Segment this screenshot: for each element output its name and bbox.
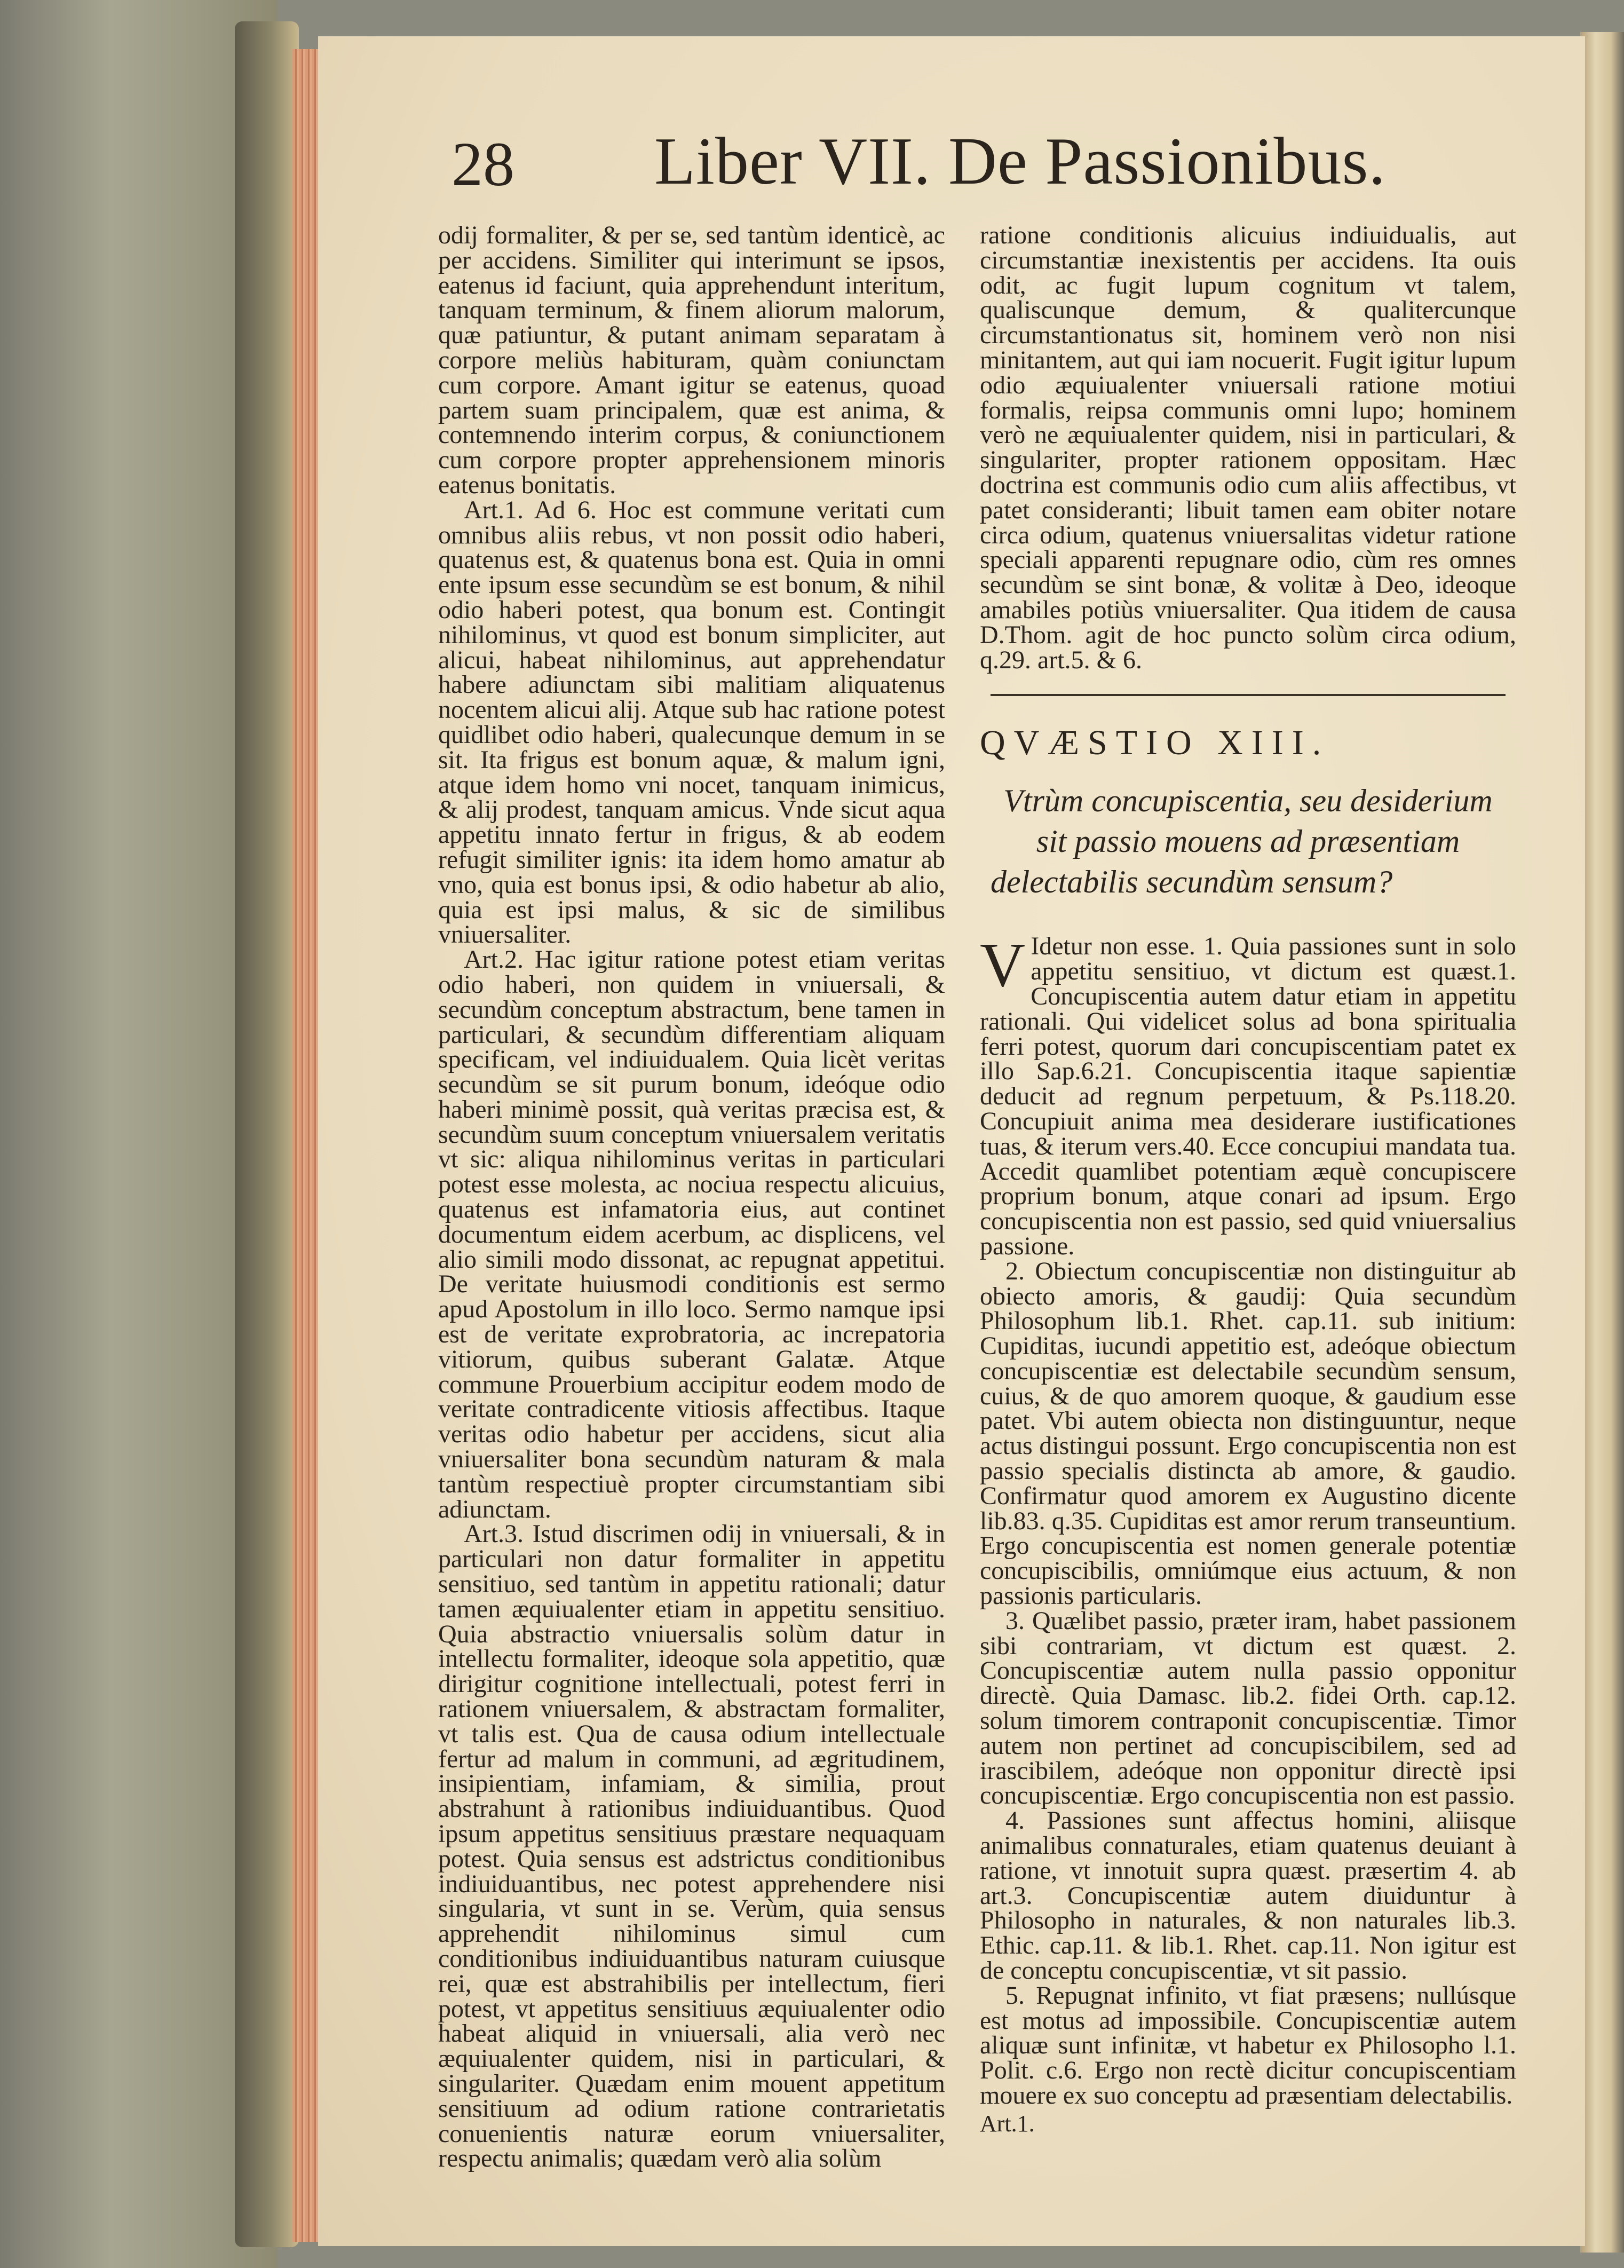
- paragraph: 2. Obiectum concupiscentiæ non distinguitur ab obiecto amoris, & gaudij: Quia secundùm Philosophum lib.1. Rhet. cap.11. sub initium: Cupiditas, iucundi appetitio est, adeóque obiectum concupiscentiæ est delectabile secundùm sensum, cuius, & de quo amorem quoque, & gaudium esse patet. Vbi autem obiecta non distinguuntur, neque actus distingui possunt. Ergo concupiscentia non est passio specialis distincta ab amore, & gaudio. Confirmatur quod amorem ex Augustino dicente lib.83. q.35. Cupiditas est amor rerum transeuntium. Ergo concupiscentia est nomen generale potentiæ concupiscibilis, omniúmque eius actuum, & non passionis particularis.: [980, 1257, 1516, 1610]
- book-page: [318, 36, 1585, 2246]
- page-number: 28: [451, 129, 514, 199]
- paragraph: 4. Passiones sunt affectus homini, aliisque animalibus connaturales, etiam quatenus deuiant à ratione, vt innotuit supra quæst. præsertim 4. ab art.3. Concupiscentiæ autem diuiduntur à Philosopho in naturales, & non naturales lib.3. Ethic. cap.11. & lib.1. Rhet. cap.11. Non igitur est de conceptu concupiscentiæ, vt sit passio.: [980, 1806, 1516, 1985]
- question-title: Vtrùm concupiscentia, seu desiderium sit passio mouens ad præsentiam delectabilis secundùm sensum?: [991, 783, 1493, 900]
- paragraph: Art.3. Istud discrimen odij in vniuersali, & in particulari non datur formaliter in appetitu sensitiuo, sed tantùm in appetitu rationali; datur tamen æquiualenter etiam in appetitu sensitiuo. Quia abstractio vniuersalis solùm datur in intellectu formaliter, ideoque sola appetitio, quæ dirigitur cognitione intellectuali, potest ferri in rationem vniuersalem, & abstractam formaliter, vt talis est. Qua de causa odium intellectuale fertur ad malum in communi, ad ægritudinem, insipientiam, infamiam, & similia, prout abstrahunt à rationibus indiuiduantibus. Quod ipsum appetitus sensitiuus præstare nequaquam potest. Quia sensus est adstrictus conditionibus indiuiduantibus, nec potest apprehendere nisi singularia, vt sunt in se. Verùm, quia sensus apprehendit nihilominus simul cum conditionibus indiuiduantibus naturam cuiusque rei, quæ est abstrahibilis per intellectum, fieri potest, vt appetitus sensitiuus æquiualenter odio habeat aliquid in vniuersali, alia verò nec æquiualenter quidem, nisi in particulari, & singulariter. Quædam enim mouent appetitum sensitiuum ad odium ratione contrarietatis conuenientis naturæ eorum vniuersaliter, respectu animalis; quædam verò alia solùm: [438, 1520, 945, 2173]
- book-fore-edge: [1580, 32, 1624, 2253]
- paragraph: ratione conditionis alicuius indiuidualis, aut circumstantiæ inexistentis per accidens. Ita ouis odit, ac fugit lupum cognitum vt talem, qualiscunque demum, & qualitercunque circumstantionatus sit, hominem verò non nisi minitantem, aut qui iam nocuerit. Fugit igitur lupum odio æquiualenter vniuersali ratione motiui formalis, reipsa communis omni lupo; hominem verò ne æquiualenter quidem, nisi in particulari, & singulariter, propter rationem oppositam. Hæc doctrina est communis odio cum aliis affectibus, vt patet consideranti; libuit tamen eam obiter notare circa odium, quatenus vniuersalitas videtur ratione speciali apparenti repugnare odio, cùm res omnes secundùm se sint bonæ, & volitæ à Deo, ideoque amabiles potiùs vniuersaliter. Qua itidem de causa D.Thom. agit de hoc puncto solùm circa odium, q.29. art.5. & 6.: [980, 221, 1516, 674]
- section-divider: [991, 694, 1506, 696]
- drop-cap: V: [980, 930, 1026, 1000]
- running-title: Liber VII. De Passionibus.: [654, 124, 1387, 199]
- page-header: [451, 116, 1465, 223]
- page-edges: [292, 49, 318, 2242]
- book-spine-shadow: [235, 21, 299, 2247]
- right-column: [980, 223, 1516, 2137]
- left-column: [438, 223, 945, 2171]
- first-paragraph: [980, 930, 1516, 1260]
- paragraph: 3. Quælibet passio, præter iram, habet passionem sibi contrariam, vt dictum est quæst. 2. Concupiscentiæ autem nulla passio opponitur directè. Quia Damasc. lib.2. fidei Orth. cap.12. solum timorem contraponit concupiscentiæ. Timor autem non pertinet ad concupiscibilem, sed ad irascibilem, adeóque non opponitur directè ipsi concupiscentiæ. Ergo concupiscentia non est passio.: [980, 1606, 1516, 1810]
- question-heading: QVÆSTIO XIII.: [980, 723, 1330, 763]
- first-paragraph-text: Idetur non esse. 1. Quia passiones sunt in solo appetitu sensitiuo, vt dictum est quæst.1. Concupiscentia autem datur etiam in appetitu rationali. Qui videlicet solus ad bona spiritualia ferri potest, quorum dari concupiscentiam patet ex illo Sap.6.21. Concupiscentia itaque sapientiæ deducit ad regnum perpetuum, & Ps.118.20. Concupiuit anima mea desiderare iustificationes tuas, & iterum vers.40. Ecce concupiui mandata tua. Accedit quamlibet potentiam æquè concupiscere proprium bonum, atque conari ad ipsum. Ergo concupiscentia non est passio, sed quid vniuersalius passione.: [980, 932, 1516, 1260]
- paragraph: 5. Repugnat infinito, vt fiat præsens; nullúsque est motus ad impossibile. Concupiscentiæ autem aliquæ sunt infinitæ, vt habetur ex Philosopho l.1. Polit. c.6. Ergo non rectè dicitur concupiscentiam mouere ex suo conceptu ad præsentiam delectabilis.: [980, 1981, 1516, 2109]
- catchword: Art.1.: [980, 2110, 1035, 2137]
- paragraph: odij formaliter, & per se, sed tantùm identicè, ac per accidens. Similiter qui interimunt se ipsos, eatenus id faciunt, quia apprehendunt interitum, tanquam terminum, & finem aliorum malorum, quæ patiuntur, & putant animam separatam à corpore meliùs habituram, quàm coniunctam cum corpore. Amant igitur se eatenus, quoad partem suam principalem, quæ est anima, & contemnendo interim corpus, & coniunctionem cum corpore propter apprehensionem minoris eatenus bonitatis.: [438, 221, 945, 499]
- paragraph: Art.1. Ad 6. Hoc est commune veritati cum omnibus aliis rebus, vt non possit odio haberi, quatenus est, & quatenus bona est. Quia in omni ente ipsum esse secundùm se est bonum, & nihil odio haberi potest, qua bonum est. Contingit nihilominus, vt quod est bonum simpliciter, aut alicui, habeat nihilominus, aut apprehendatur habere adiunctam sibi malitiam aliquatenus nocentem alicui alij. Atque sub hac ratione potest quidlibet odio haberi, qualecunque demum in se sit. Ita frigus est bonum aquæ, & malum igni, atque idem homo vni nocet, tanquam inimicus, & alij prodest, tanquam amicus. Vnde sicut aqua appetitu innato fertur in frigus, & ab eodem refugit similiter ignis: ita idem homo amatur ab vno, quia est bonus ipsi, & odio habetur ab alio, quia est ipsi malus, & sic de similibus vniuersaliter.: [438, 495, 945, 949]
- paragraph: Art.2. Hac igitur ratione potest etiam veritas odio haberi, non quidem in vniuersali, & secundùm conceptum abstractum, bene tamen in particulari, & secundùm differentiam aliquam specificam, vel indiuidualem. Quia licèt veritas secundùm se sit purum bonum, ideóque odio haberi minimè possit, quà veritas præcisa est, & secundùm suum conceptum vniuersalem veritatis vt sic: aliqua nihilominus veritas in particulari potest esse molesta, ac nociua respectu alicuius, quatenus est infamatoria eius, aut continet documentum eidem acerbum, ac displicens, vel alio simili modo dissonat, ac repugnat appetitui. De veritate huiusmodi conditionis est sermo apud Apostolum in illo loco. Sermo namque ipsi est de veritate exprobratoria, ac increpatoria vitiorum, quibus suberant Galatæ. Atque commune Prouerbium accipitur eodem modo de veritate contradicente vitiosis affectibus. Itaque veritas odio habetur per accidens, sicut alia vniuersaliter bona secundùm naturam & mala tantùm respectiuè propter circumstantiam sibi adiunctam.: [438, 945, 945, 1523]
